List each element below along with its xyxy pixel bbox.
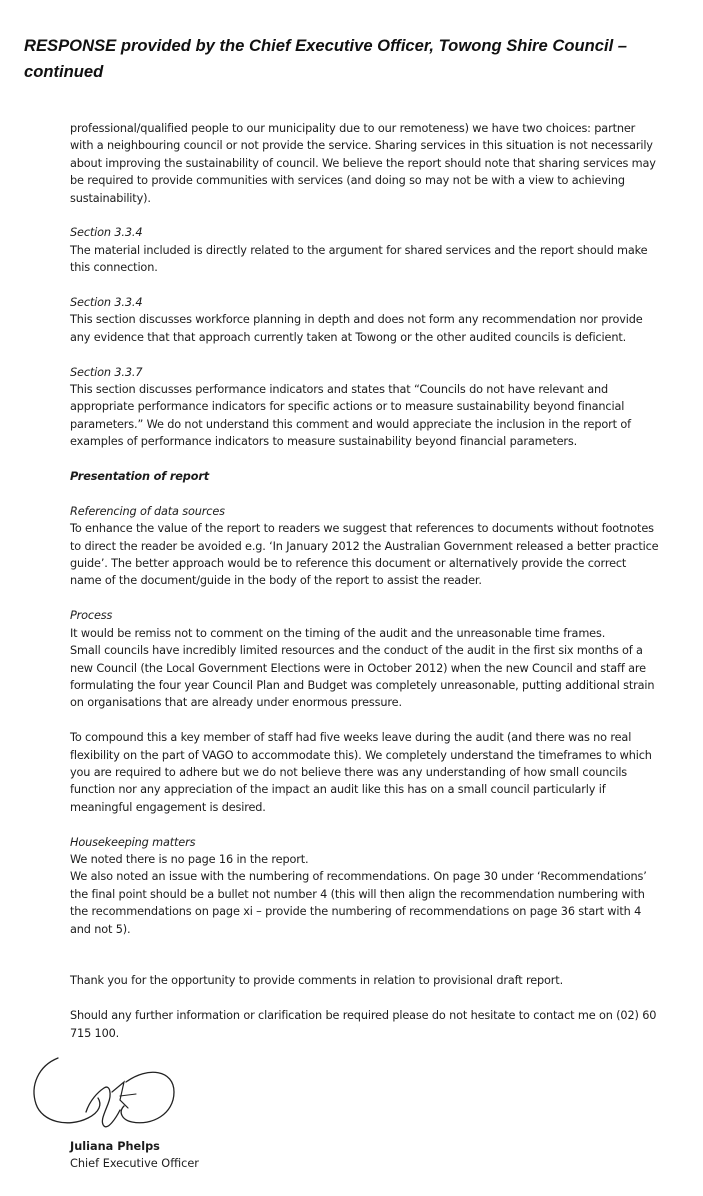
header-title: RESPONSE provided by the Chief Executive Officer, Towong Shire Council – continued: [24, 36, 628, 81]
section-heading: Referencing of data sources: [70, 504, 225, 518]
contact-paragraph: [70, 1007, 695, 1042]
section-heading: Section 3.3.7: [70, 365, 143, 379]
housekeeping-section: [70, 834, 695, 938]
intro-line: with a neighbouring council or not provide the service. Sharing services in this situation is not necessarily: [70, 139, 653, 153]
section-line: Small councils have incredibly limited resources and the conduct of the audit in the first six months of a: [70, 644, 643, 658]
section-line: the recommendations on page xi – provide the numbering of recommendations on page 36 start with 4: [70, 905, 642, 919]
intro-line: professional/qualified people to our municipality due to our remoteness) we have two choices: partner: [70, 122, 636, 135]
section-heading: Section 3.3.4: [70, 226, 143, 240]
intro-line: about improving the sustainability of council. We believe the report should note that sharing services may: [70, 156, 656, 170]
thanks-line: Thank you for the opportunity to provide comments in relation to provisional draft report.: [70, 974, 564, 988]
referencing-section: [70, 503, 695, 590]
section-line: To compound this a key member of staff had five weeks leave during the audit (and there was no real: [70, 731, 632, 745]
section-line: on organisations that are already under enormous pressure.: [70, 696, 402, 710]
section-line: This section discusses workforce planning in depth and does not form any recommendation nor provide: [70, 313, 643, 327]
section-line: formulating the four year Council Plan and Budget was completely unreasonable, putting additional strain: [70, 678, 655, 692]
section-line: examples of performance indicators to measure sustainability beyond financial parameters.: [70, 435, 578, 449]
signer-name: Juliana Phelps: [70, 1140, 160, 1153]
handwritten-signature: [28, 1052, 178, 1138]
section-line: any evidence that that approach currently taken at Towong or the other audited councils is deficient.: [70, 330, 627, 344]
section-line: flexibility on the part of VAGO to accommodate this). We completely understand the timeframes to which: [70, 748, 652, 762]
section-line: and not 5).: [70, 922, 131, 936]
signature-mark: [28, 1052, 178, 1138]
section-line: this connection.: [70, 261, 158, 275]
section-line: To enhance the value of the report to readers we suggest that references to documents without footnotes: [70, 522, 654, 536]
contact-line: 715 100.: [70, 1026, 120, 1040]
signer-title: Chief Executive Officer: [70, 1157, 199, 1171]
signer-block: [70, 1138, 199, 1173]
intro-paragraph: [70, 120, 695, 207]
section-line: We noted there is no page 16 in the report.: [70, 852, 309, 866]
section-line: the final point should be a bullet not number 4 (this will then align the recommendation numbering with: [70, 887, 645, 901]
intro-line: be required to provide communities with services (and doing so may not be with a view to achieving: [70, 174, 625, 188]
section-line: guide’. The better approach would be to reference this document or alternatively provide the correct: [70, 557, 627, 571]
section-line: We also noted an issue with the numbering of recommendations. On page 30 under ‘Recommendations’: [70, 870, 647, 884]
section-3-3-4-a: [70, 224, 695, 276]
section-line: name of the document/guide in the body of the report to assist the reader.: [70, 574, 482, 588]
section-line: meaningful engagement is desired.: [70, 800, 266, 814]
section-heading: Housekeeping matters: [70, 835, 196, 849]
page-header: [24, 33, 694, 85]
section-line: parameters.” We do not understand this comment and would appreciate the inclusion in the report of: [70, 417, 631, 431]
presentation-heading: Presentation of report: [70, 470, 209, 484]
letter-body: [70, 120, 695, 1042]
contact-line: Should any further information or clarification be required please do not hesitate to contact me on (02) 60: [70, 1009, 657, 1023]
section-heading: Section 3.3.4: [70, 296, 143, 310]
section-line: you are required to adhere but we do not believe there was any understanding of how small councils: [70, 765, 628, 779]
section-heading: Process: [70, 609, 113, 623]
intro-line: sustainability).: [70, 191, 151, 205]
section-line: to direct the reader be avoided e.g. ‘In January 2012 the Australian Government released a better practice: [70, 539, 659, 553]
section-3-3-7: [70, 364, 695, 451]
section-line: The material included is directly related to the argument for shared services and the report should make: [70, 243, 648, 257]
section-line: new Council (the Local Government Elections were in October 2012) when the new Council and staff are: [70, 661, 646, 675]
section-line: This section discusses performance indicators and states that “Councils do not have relevant and: [70, 383, 609, 397]
process-section: [70, 607, 695, 816]
section-line: function nor any appreciation of the impact an audit like this has on a small council particularly if: [70, 783, 606, 797]
section-line: It would be remiss not to comment on the timing of the audit and the unreasonable time frames.: [70, 626, 606, 640]
section-line: appropriate performance indicators for specific actions or to measure sustainability beyond financial: [70, 400, 625, 414]
section-3-3-4-b: [70, 294, 695, 346]
